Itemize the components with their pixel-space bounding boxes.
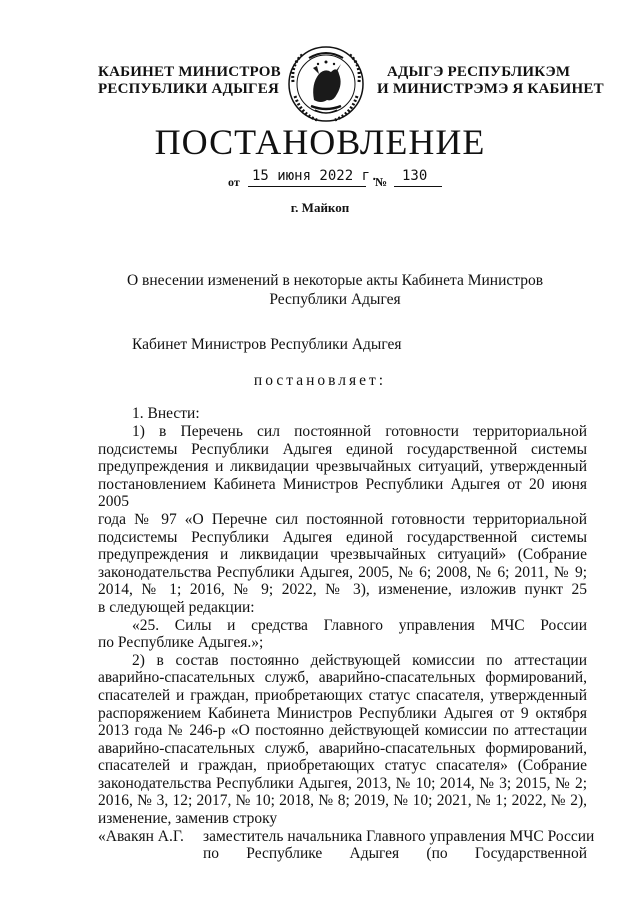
issuer: Кабинет Министров Республики Адыгея [132, 336, 402, 353]
text-line: аварийно-спасательных служб, аварийно-спасательных формирований, [98, 739, 587, 757]
member-name: «Авакян А.Г. [98, 827, 184, 845]
number-label: № [375, 175, 388, 189]
text-line: постановлением Кабинета Министров Республики Адыгея от 20 июня 2005 [98, 475, 587, 511]
org-name-russian [98, 64, 281, 98]
member-description [203, 827, 595, 863]
quote-25-line2: по Республике Адыгея.»; [98, 634, 264, 652]
document-title: ПОСТАНОВЛЕНИЕ [154, 122, 486, 162]
document-date: 15 июня 2022 г. [252, 168, 379, 184]
item-1-intro: 1. Внести: [132, 405, 200, 422]
coat-of-arms-icon [287, 44, 365, 124]
text-line: года № 97 «О Перечне сил постоянной готовности территориальной [98, 510, 587, 528]
text-line: предупреждения и ликвидации чрезвычайных ситуаций, утвержденный [98, 458, 587, 476]
text-line: 1) в Перечень сил постоянной готовности территориальной [132, 423, 587, 440]
org-name-russian-line1: КАБИНЕТ МИНИСТРОВ [98, 64, 281, 80]
item-1-1-paragraph [98, 423, 595, 863]
member-description-line2: по Республике Адыгея (по Государственной [203, 845, 587, 863]
text-line: 2014, № 1; 2016, № 9; 2022, № 3), изменение, изложив пункт 25 [98, 581, 587, 599]
text-line: распоряжением Кабинета Министров Республики Адыгея от 9 октября [98, 704, 587, 722]
number-underline [394, 186, 442, 187]
date-underline [248, 186, 366, 187]
text-line: законодательства Республики Адыгея, 2005, № 6; 2008, № 6; 2011, № 9; [98, 563, 587, 581]
member-row [98, 827, 595, 863]
text-line: подсистемы Республики Адыгея единой государственной системы [98, 440, 587, 458]
member-description-line1: заместитель начальника Главного управления МЧС России [203, 827, 595, 845]
document-subject: О внесении изменений в некоторые акты Кабинета Министров Республики Адыгея [126, 272, 544, 308]
city: г. Майкоп [290, 200, 350, 215]
text-line: 2013 года № 246-р «О постоянно действующей комиссии по аттестации [98, 722, 587, 740]
text-line: 2016, № 3, 12; 2017, № 10; 2018, № 8; 2019, № 10; 2021, № 1; 2022, № 2), [98, 792, 587, 810]
org-name-adyghe-line1: АДЫГЭ РЕСПУБЛИКЭМ [387, 64, 571, 80]
quote-25-line1: «25. Силы и средства Главного управления МЧС России [132, 616, 587, 634]
text-line: изменение, заменив строку [98, 810, 278, 828]
text-line: спасателей и граждан, приобретающих статус спасателя, утвержденный [98, 686, 587, 704]
text-line: законодательства Республики Адыгея, 2013, № 10; 2014, № 3; 2015, № 2; [98, 774, 587, 792]
from-label: от [228, 175, 240, 189]
text-line: предупреждения и ликвидации чрезвычайных ситуаций» (Собрание [98, 546, 587, 564]
text-line: аварийно-спасательных служб, аварийно-спасательных формирований, [98, 669, 587, 687]
text-line: подсистемы Республики Адыгея единой государственной системы [98, 528, 587, 546]
document-number: 130 [402, 168, 428, 184]
org-name-adyghe-line2: И МИНИСТРЭМЭ Я КАБИНЕТ [377, 81, 604, 97]
text-line: спасателей и граждан, приобретающих статус спасателя» (Собрание [98, 757, 587, 775]
date-number-line [228, 168, 468, 190]
text-line: 2) в состав постоянно действующей комиссии по аттестации [132, 651, 587, 669]
org-name-adyghe [377, 64, 604, 98]
decree-word: постановляет: [253, 372, 387, 389]
text-line: в следующей редакции: [98, 598, 255, 616]
org-name-russian-line2: РЕСПУБЛИКИ АДЫГЕЯ [98, 81, 280, 97]
